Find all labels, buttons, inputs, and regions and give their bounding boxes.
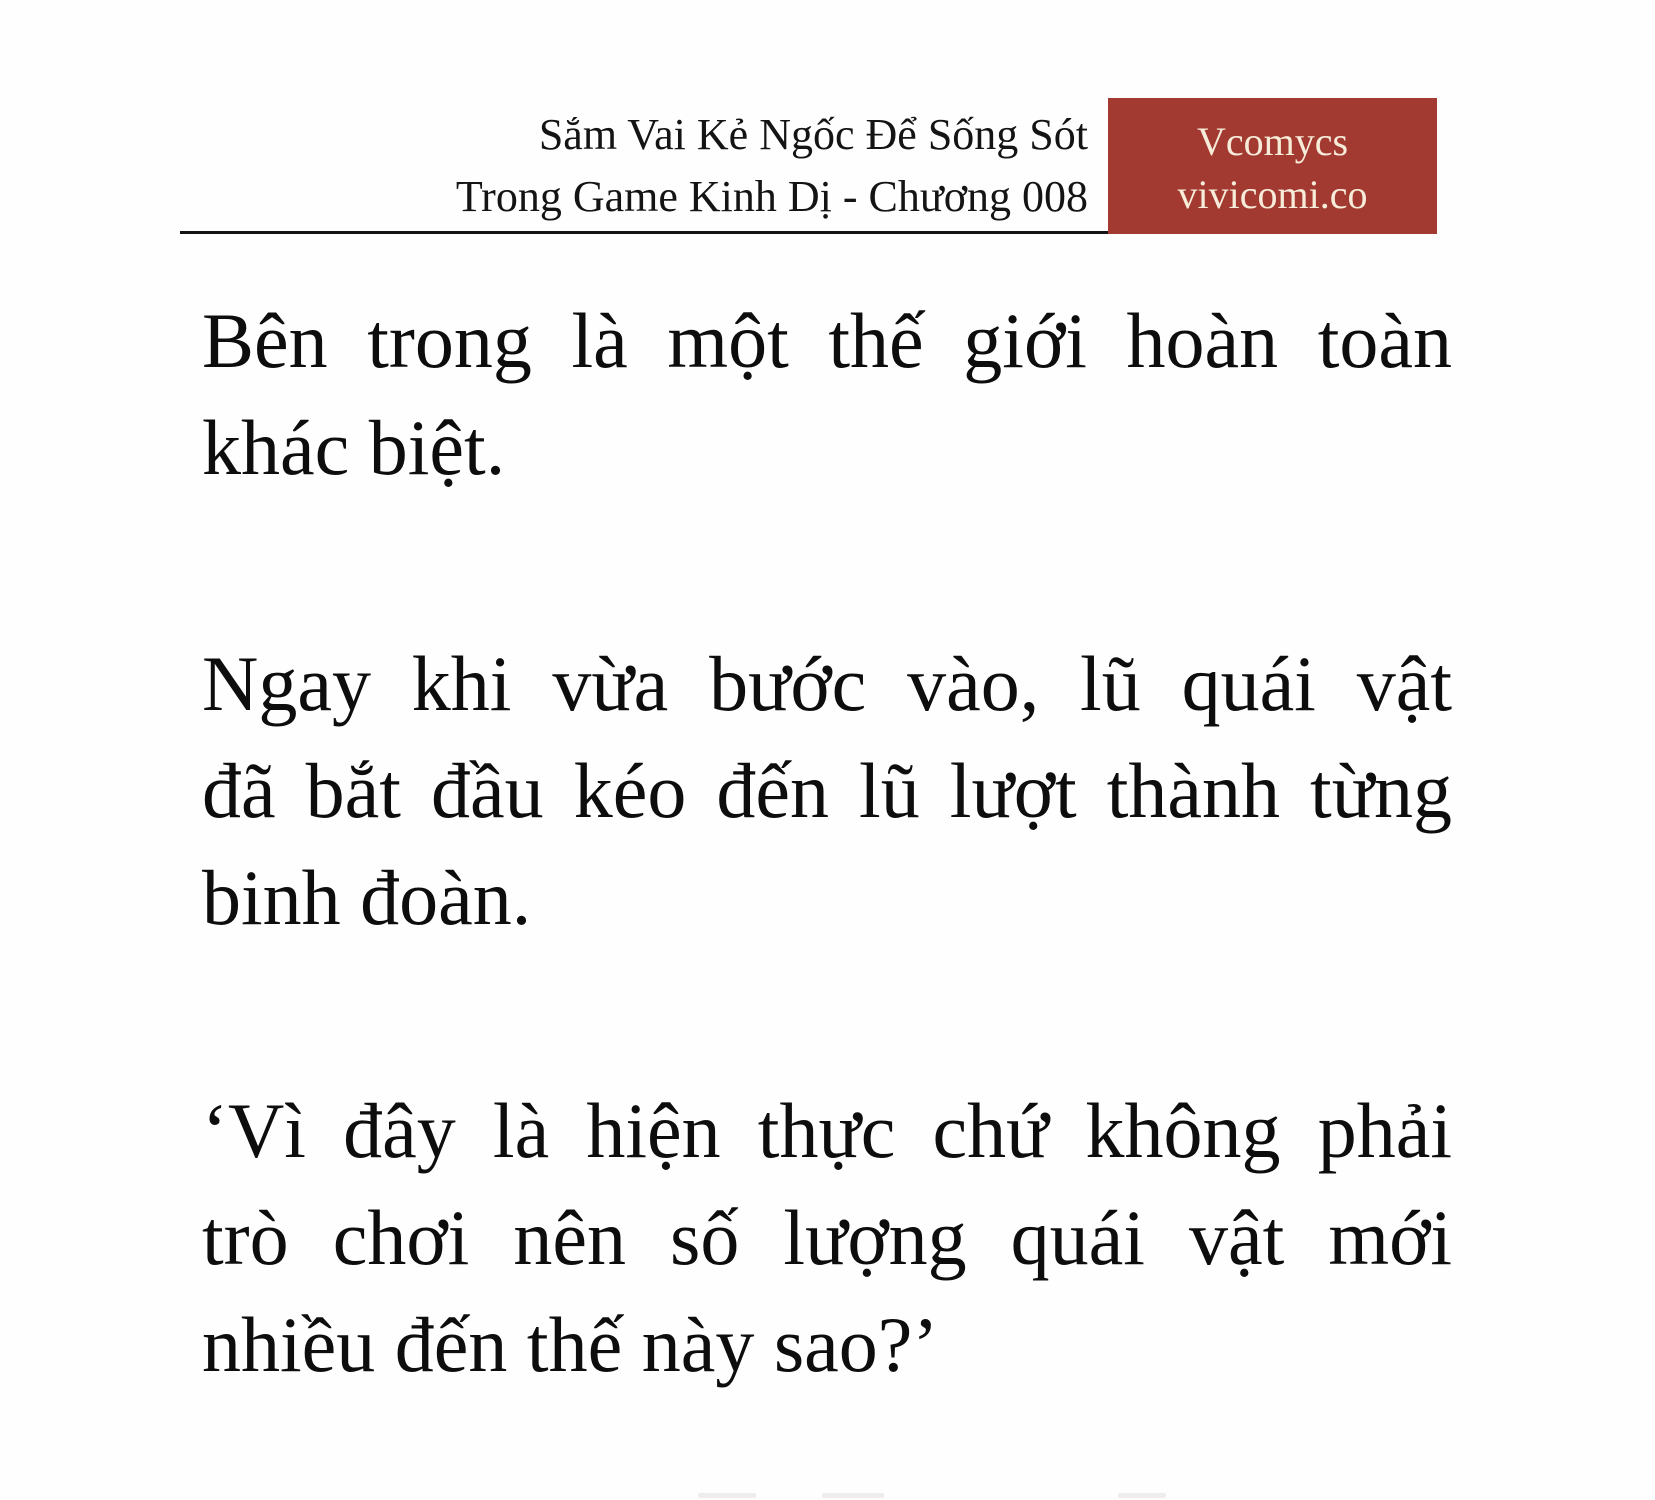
translator-watermark — [1108, 98, 1437, 234]
paragraph-2-line-2: đã bắt đầu kéo đến lũ lượt thành từng — [202, 747, 1452, 834]
paragraph-1 — [202, 287, 1452, 501]
cutoff-text-remnant — [822, 1493, 884, 1498]
chapter-title — [0, 104, 1088, 228]
cutoff-text-remnant — [1118, 1493, 1166, 1498]
translator-site: vivicomi.co — [1177, 172, 1368, 217]
paragraph-1-line-2: khác biệt. — [202, 404, 506, 491]
paragraph-2 — [202, 630, 1452, 951]
paragraph-3-line-1: ‘Vì đây là hiện thực chứ không phải — [202, 1087, 1452, 1174]
paragraph-2-line-1: Ngay khi vừa bước vào, lũ quái vật — [202, 640, 1452, 727]
translator-name: Vcomycs — [1196, 119, 1349, 164]
chapter-title-line1: Sắm Vai Kẻ Ngốc Để Sống Sót — [538, 110, 1088, 159]
paragraph-3 — [202, 1077, 1452, 1398]
paragraph-2-line-3: binh đoàn. — [202, 854, 532, 941]
paragraph-3-line-3: nhiều đến thế này sao?’ — [202, 1301, 939, 1388]
paragraph-1-line-1: Bên trong là một thế giới hoàn toàn — [202, 297, 1452, 384]
paragraph-3-line-2: trò chơi nên số lượng quái vật mới — [202, 1194, 1452, 1281]
chapter-title-line2: Trong Game Kinh Dị - Chương 008 — [455, 172, 1088, 221]
cutoff-text-remnant — [698, 1493, 756, 1498]
